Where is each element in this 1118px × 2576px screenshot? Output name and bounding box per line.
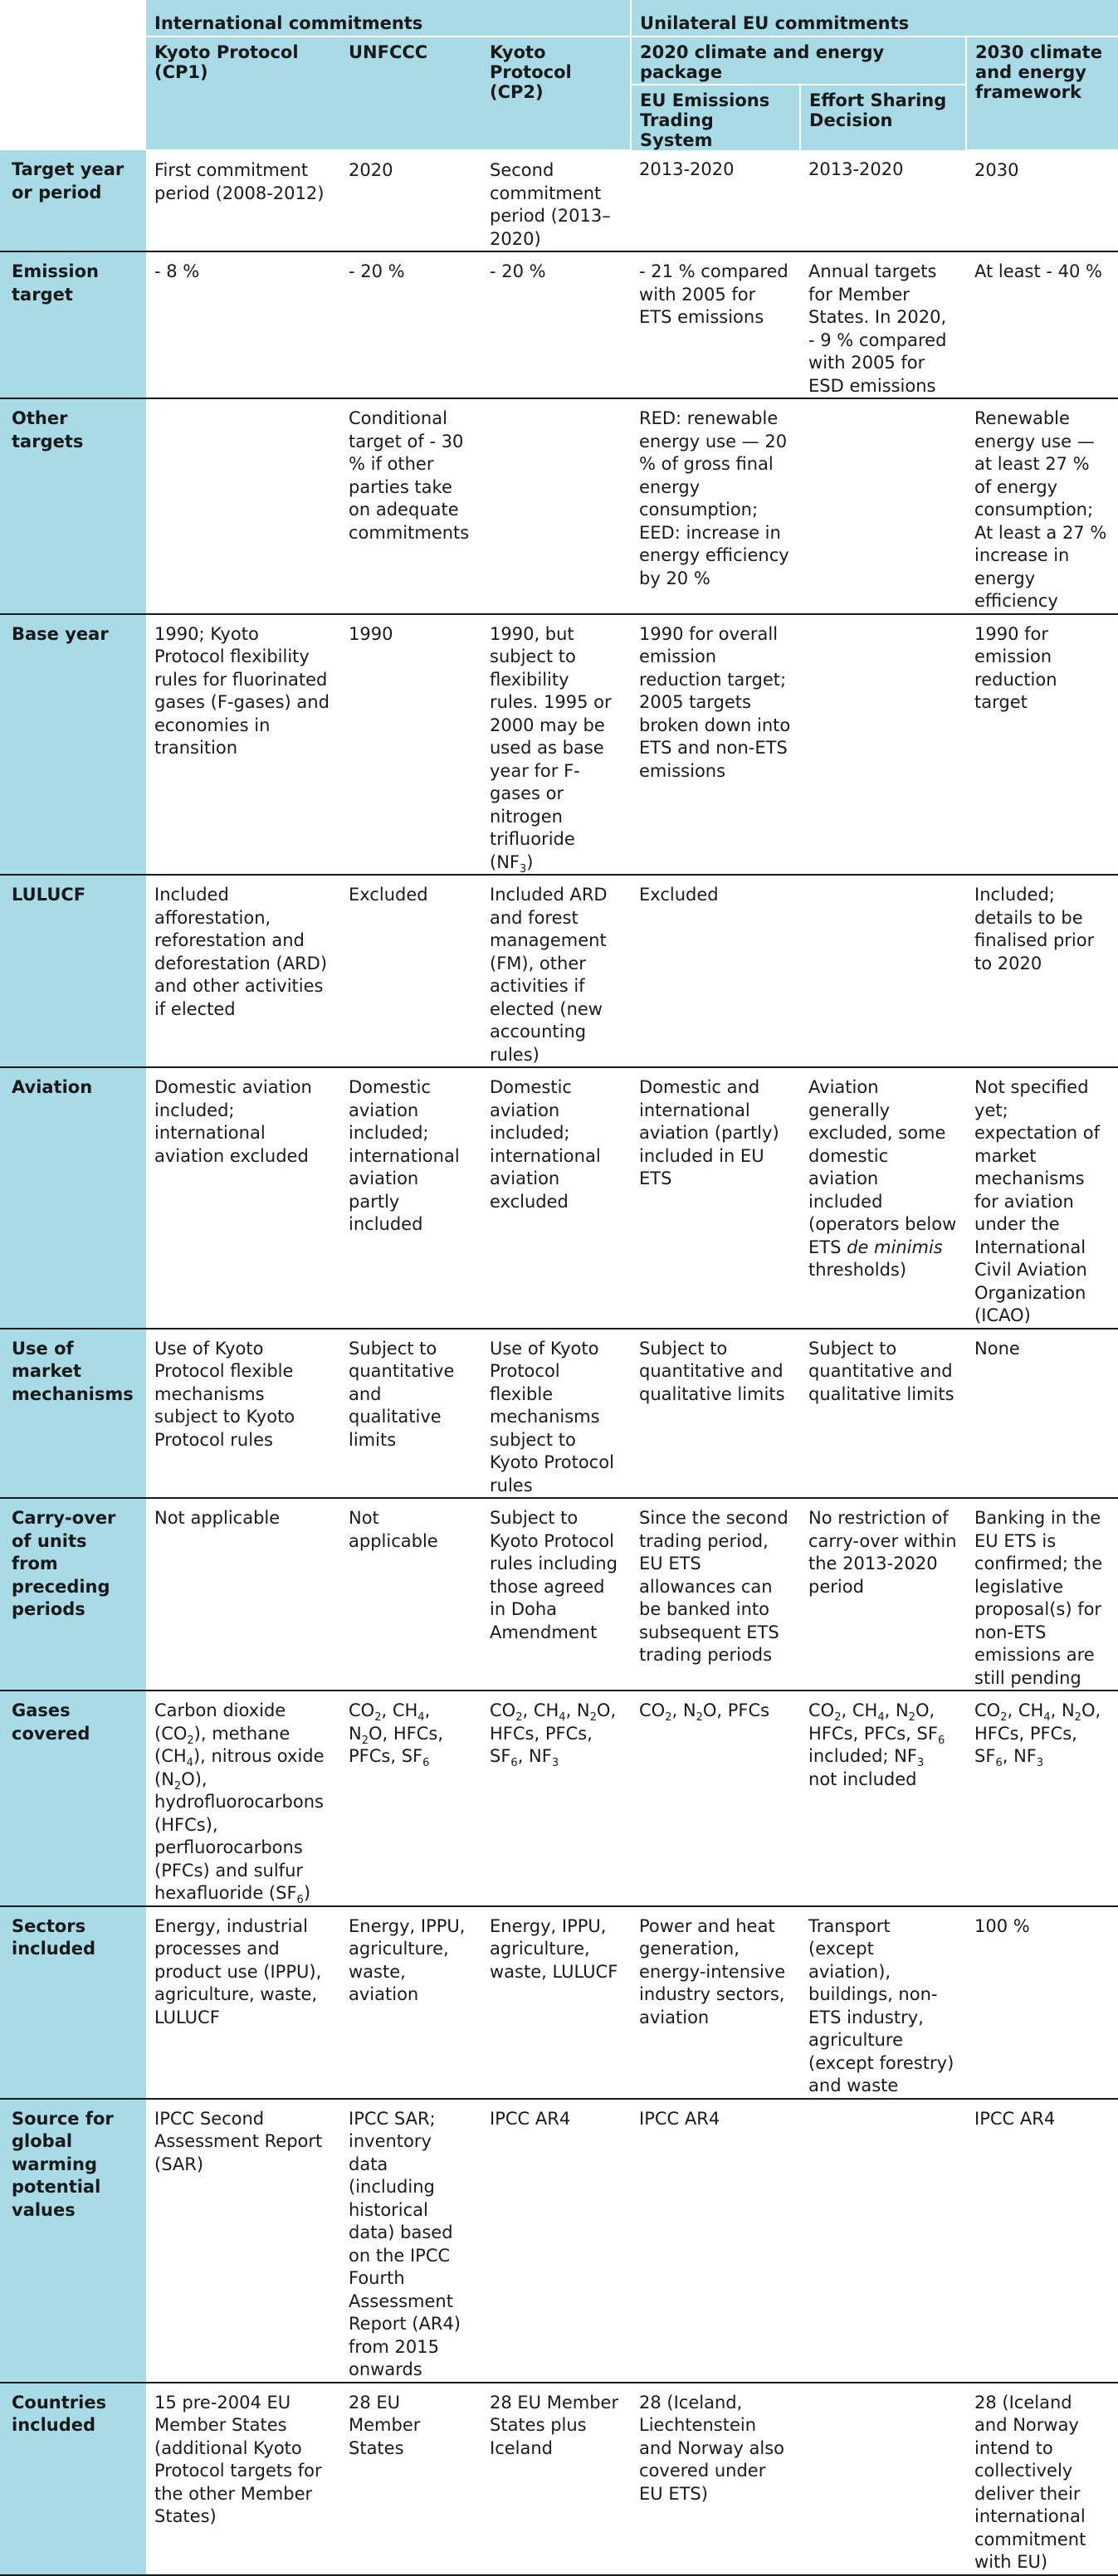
cell-kyoto-cp2: Energy, IPPU, agriculture, waste, LULUCF bbox=[490, 1915, 618, 1982]
cell-unfccc: 28 EU Member States bbox=[349, 2392, 421, 2458]
table-body bbox=[0, 150, 1118, 2575]
cell-kyoto-cp1: 15 pre-2004 EU Member States (additional Kyoto Protocol targets for the other Member States) bbox=[154, 2392, 322, 2526]
row-label: LULUCF bbox=[0, 875, 146, 1067]
cell-kyoto-cp2: Subject to Kyoto Protocol rules including those agreed in Doha Amendment bbox=[490, 1508, 618, 1642]
cell-framework-2030: 1990 for emission reduction target bbox=[974, 623, 1057, 712]
table-row bbox=[0, 398, 1118, 614]
table-row bbox=[0, 614, 1118, 876]
cell-framework-2030: At least - 40 % bbox=[974, 261, 1102, 281]
cell-eu-ets: Subject to quantitative and qualitative limits bbox=[639, 1338, 785, 1404]
table-row bbox=[0, 1067, 1118, 1329]
table-row bbox=[0, 1329, 1118, 1499]
cell-framework-2030: Renewable energy use — at least 27 % of energy consumption; At least a 27 % increase in energy efficiency bbox=[974, 408, 1107, 611]
cell-kyoto-cp2: Domestic aviation included; international aviation excluded bbox=[490, 1077, 601, 1212]
table-row bbox=[0, 1690, 1118, 1906]
cell-kyoto-cp1: Energy, industrial processes and product use (IPPU), agriculture, waste, LULUCF bbox=[154, 1915, 322, 2027]
cell-unfccc: IPCC SAR; inventory data (including historical data) based on the IPCC Fourth Assessment Report (AR4) from 2015 onwards bbox=[349, 2108, 461, 2379]
cell-eu-ets: 1990 for overall emission reduction target; 2005 targets broken down into ETS and non-ETS emissions bbox=[639, 623, 791, 781]
cell-framework-2030: 28 (Iceland and Norway intend to collectively deliver their international commitment with EU) bbox=[974, 2392, 1086, 2572]
cell-unfccc: Not applicable bbox=[349, 1508, 438, 1551]
cell-effort-sharing bbox=[800, 2099, 966, 2383]
cell-eu-ets: $CO_2$, $N_2O$, PFCs bbox=[639, 1700, 770, 1725]
cell-kyoto-cp2: Second commitment period (2013–2020) bbox=[490, 160, 611, 249]
cell-unfccc: 1990 bbox=[349, 623, 393, 644]
header-2030-framework: 2030 climate and energy framework bbox=[966, 37, 1118, 150]
cell-eu-ets: Since the second trading period, EU ETS allowances can be banked into subsequent ETS trading periods bbox=[639, 1508, 788, 1665]
row-label: Source for global warming potential values bbox=[0, 2099, 146, 2383]
header-2020-package: 2020 climate and energy package bbox=[631, 37, 966, 85]
cell-kyoto-cp1 bbox=[146, 398, 340, 614]
header-effort-sharing: Effort Sharing Decision bbox=[800, 85, 966, 150]
cell-kyoto-cp2 bbox=[481, 398, 631, 614]
header-unfccc: UNFCCC bbox=[340, 37, 481, 150]
header-unilateral-eu-commitments: Unilateral EU commitments bbox=[631, 0, 1118, 37]
cell-effort-sharing: Annual targets for Member States. In 2020, - 9 % compared with 2005 for ESD emissions bbox=[808, 261, 947, 396]
cell-kyoto-cp1: IPCC Second Assessment Report (SAR) bbox=[154, 2108, 323, 2174]
cell-unfccc: Conditional target of - 30 % if other parties take on adequate commitments bbox=[349, 408, 470, 543]
table-row bbox=[0, 1498, 1118, 1690]
header-corner-2 bbox=[0, 37, 146, 85]
cell-framework-2030: 2030 bbox=[974, 160, 1019, 180]
cell-kyoto-cp2: 1990, but subject to flexibility rules. 1995 or 2000 may be used as base year for F-gases or nitrogen trifluoride $(NF_3)$ bbox=[490, 623, 612, 876]
table-header bbox=[0, 0, 1118, 150]
cell-unfccc: 2020 bbox=[349, 160, 393, 180]
cell-kyoto-cp2: Use of Kyoto Protocol flexible mechanisms subject to Kyoto Protocol rules bbox=[490, 1338, 614, 1495]
cell-framework-2030: 100 % bbox=[974, 1915, 1030, 1936]
cell-kyoto-cp1: Carbon dioxide $(CO_2)$, methane $(CH_4)$, nitrous oxide $(N_2O)$, hydrofluorocarbons (HFCs), perfluorocarbons (PFCs) and sulfur hexafluoride $(SF_6)$ bbox=[154, 1700, 325, 1907]
table-row bbox=[0, 251, 1118, 398]
cell-effort-sharing: No restriction of carry-over within the 2013-2020 period bbox=[808, 1508, 957, 1597]
row-label: Other targets bbox=[0, 398, 146, 614]
cell-framework-2030: Not specified yet; expectation of market mechanisms for aviation under the International Civil Aviation Organization (ICAO) bbox=[974, 1077, 1101, 1325]
cell-effort-sharing bbox=[800, 2383, 966, 2575]
cell-effort-sharing: 2013-2020 bbox=[808, 159, 904, 179]
header-corner-3 bbox=[0, 85, 146, 150]
row-label: Countries included bbox=[0, 2383, 146, 2575]
table-row bbox=[0, 150, 1118, 251]
cell-eu-ets: 28 (Iceland, Liechtenstein and Norway also covered under EU ETS) bbox=[639, 2392, 785, 2504]
cell-eu-ets: Excluded bbox=[639, 885, 719, 905]
cell-kyoto-cp1: Not applicable bbox=[154, 1508, 281, 1528]
cell-kyoto-cp2: $CO_2$, $CH_4$, $N_2O$, HFCs, PFCs, $SF_6$, $NF_3$ bbox=[490, 1700, 617, 1770]
cell-kyoto-cp1: 1990; Kyoto Protocol flexibility rules for fluorinated gases (F-gases) and economies in transition bbox=[154, 623, 330, 758]
cell-kyoto-cp2: Included ARD and forest management (FM), other activities if elected (new accounting rules) bbox=[490, 885, 608, 1065]
cell-kyoto-cp1: Domestic aviation included; international aviation excluded bbox=[154, 1077, 312, 1166]
cell-unfccc: Subject to quantitative and qualitative limits bbox=[349, 1338, 455, 1450]
cell-eu-ets: Power and heat generation, energy-intensive industry sectors, aviation bbox=[639, 1915, 786, 2027]
cell-eu-ets: IPCC AR4 bbox=[639, 2108, 720, 2129]
cell-framework-2030: Included; details to be finalised prior to 2020 bbox=[974, 885, 1095, 973]
row-label: Target year or period bbox=[0, 150, 146, 251]
cell-eu-ets: 2013-2020 bbox=[639, 159, 735, 179]
cell-framework-2030: None bbox=[974, 1338, 1020, 1359]
cell-effort-sharing: Subject to quantitative and qualitative limits bbox=[808, 1338, 954, 1404]
cell-kyoto-cp1: Use of Kyoto Protocol flexible mechanisms subject to Kyoto Protocol rules bbox=[154, 1338, 295, 1450]
table-row bbox=[0, 2383, 1118, 2575]
cell-effort-sharing bbox=[800, 614, 966, 876]
table-row bbox=[0, 875, 1118, 1067]
table-row bbox=[0, 2099, 1118, 2383]
cell-eu-ets: RED: renewable energy use — 20 % of gross final energy consumption; EED: increase in energy efficiency by 20 % bbox=[639, 408, 789, 588]
header-eu-ets: EU Emissions Trading System bbox=[631, 85, 800, 150]
table-row bbox=[0, 1906, 1118, 2099]
cell-kyoto-cp2: IPCC AR4 bbox=[490, 2108, 571, 2129]
row-label: Use of market mechanisms bbox=[0, 1329, 146, 1499]
row-label: Base year bbox=[0, 614, 146, 876]
cell-framework-2030: $CO_2$, $CH_4$, $N_2O$, HFCs, PFCs, $SF_6$, $NF_3$ bbox=[974, 1700, 1101, 1770]
cell-framework-2030: IPCC AR4 bbox=[974, 2108, 1056, 2129]
cell-eu-ets: Domestic and international aviation (partly) included in EU ETS bbox=[639, 1077, 779, 1188]
cell-kyoto-cp1: - 8 % bbox=[154, 261, 200, 281]
header-kyoto-cp1: Kyoto Protocol (CP1) bbox=[146, 37, 340, 150]
cell-unfccc: Domestic aviation included; international aviation partly included bbox=[349, 1077, 460, 1234]
cell-framework-2030: Banking in the EU ETS is confirmed; the legislative proposal(s) for non-ETS emissions are still pending bbox=[974, 1508, 1103, 1688]
row-label: Sectors included bbox=[0, 1906, 146, 2099]
cell-effort-sharing: Aviation generally excluded, some domestic aviation included (operators below ETS de minimis thresholds) bbox=[808, 1077, 957, 1280]
cell-kyoto-cp1: Included afforestation, reforestation and deforestation (ARD) and other activities if elected bbox=[154, 885, 328, 1019]
cell-kyoto-cp1: First commitment period (2008-2012) bbox=[154, 160, 325, 203]
header-corner bbox=[0, 0, 146, 37]
header-kyoto-cp2: Kyoto Protocol (CP2) bbox=[481, 37, 631, 150]
cell-unfccc: - 20 % bbox=[349, 261, 405, 281]
cell-unfccc: Excluded bbox=[349, 885, 428, 905]
cell-kyoto-cp2: 28 EU Member States plus Iceland bbox=[490, 2392, 619, 2458]
cell-effort-sharing bbox=[800, 875, 966, 1067]
row-label: Gases covered bbox=[0, 1690, 146, 1906]
cell-eu-ets: - 21 % compared with 2005 for ETS emissions bbox=[639, 261, 788, 327]
cell-effort-sharing: Transport (except aviation), buildings, non-ETS industry, agriculture (except forestry) and waste bbox=[808, 1915, 954, 2095]
row-label: Aviation bbox=[0, 1067, 146, 1329]
cell-effort-sharing bbox=[800, 398, 966, 614]
cell-unfccc: Energy, IPPU, agriculture, waste, aviation bbox=[349, 1915, 466, 2004]
row-label: Emission target bbox=[0, 251, 146, 398]
header-international-commitments: International commitments bbox=[146, 0, 631, 37]
row-label: Carry-over of units from preceding periods bbox=[0, 1498, 146, 1690]
cell-unfccc: $CO_2$, $CH_4$, $N_2O$, HFCs, PFCs, $SF_6$ bbox=[349, 1700, 444, 1770]
cell-kyoto-cp2: - 20 % bbox=[490, 261, 546, 281]
cell-effort-sharing: $CO_2$, $CH_4$, $N_2O$, HFCs, PFCs, $SF_6$ included; $NF_3$ not included bbox=[808, 1700, 945, 1789]
